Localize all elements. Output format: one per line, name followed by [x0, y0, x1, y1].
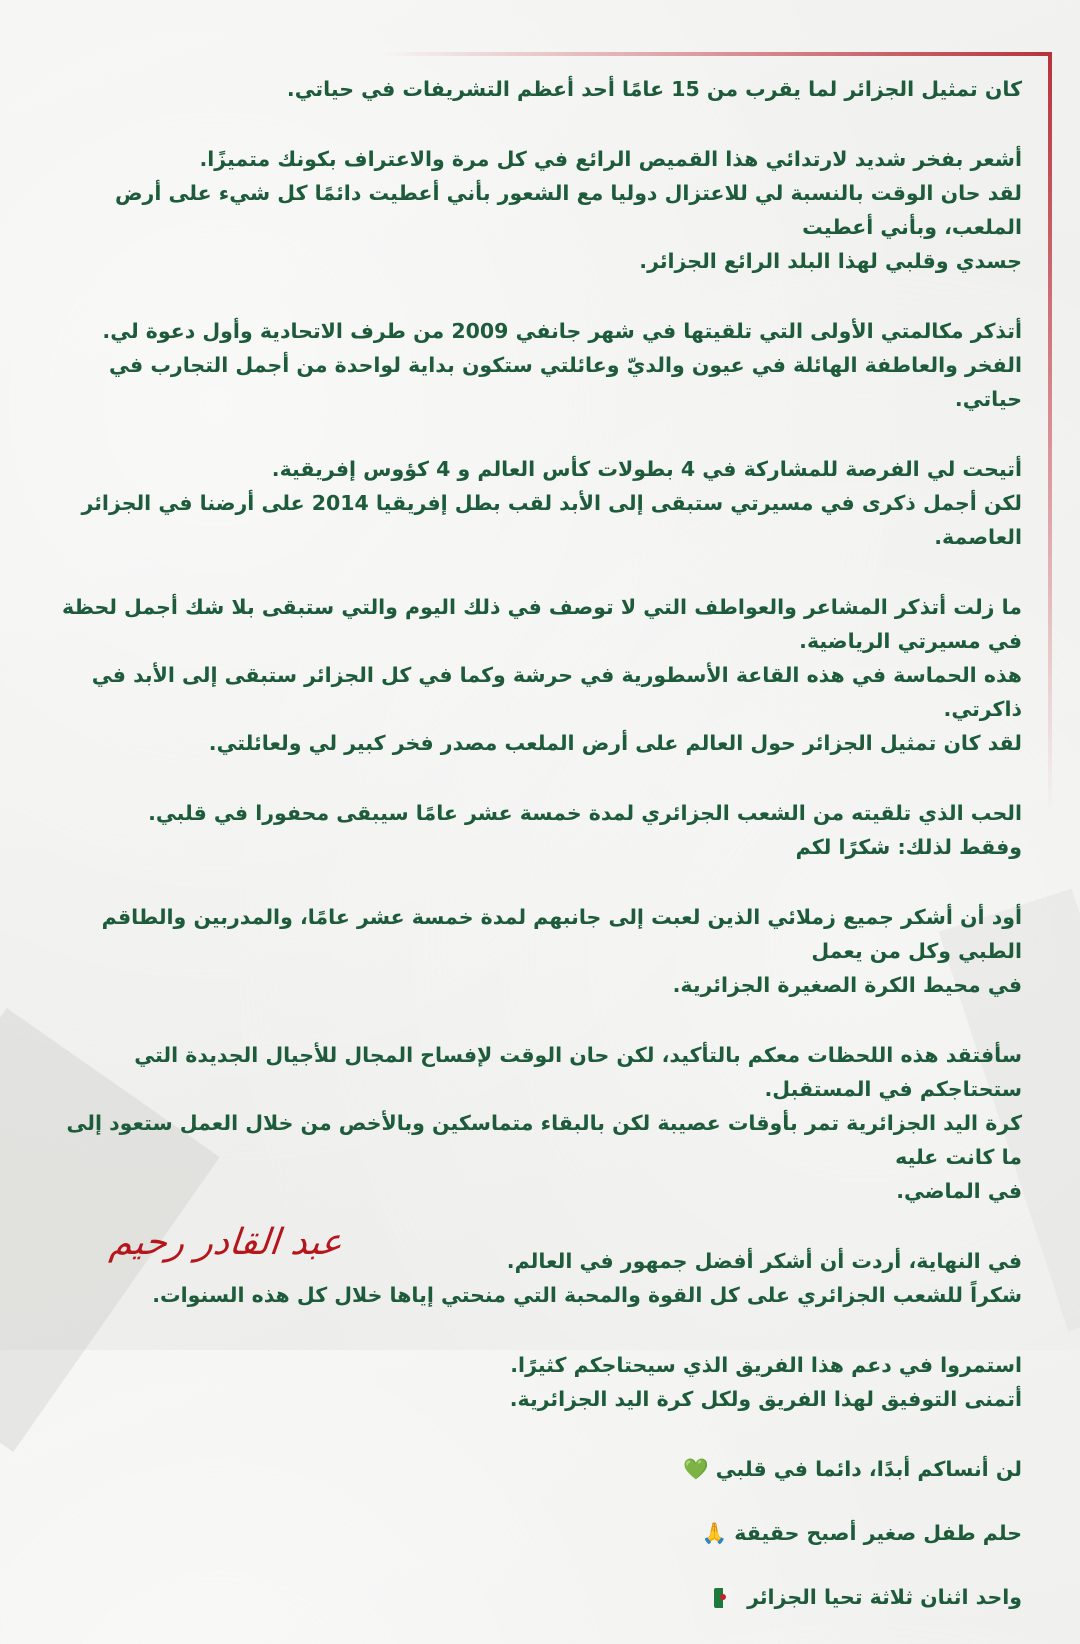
closing-text: لن أنساكم أبدًا، دائما في قلبي [715, 1457, 1022, 1481]
paragraph [62, 142, 1022, 278]
text-line: شكراً للشعب الجزائري على كل القوة والمحبة التي منحتي إياها خلال كل هذه السنوات. [152, 1283, 1022, 1307]
text-line: لكن أجمل ذكرى في مسيرتي ستبقى إلى الأبد لقب بطل إفريقيا 2014 على أرضنا في الجزائر العاصمة. [81, 491, 1022, 549]
text-line: سأفتقد هذه اللحظات معكم بالتأكيد، لكن حان الوقت لإفساح المجال للأجيال الجديدة التي ستحتاجكم في المستقبل. [134, 1043, 1022, 1101]
paragraph [62, 590, 1022, 760]
text-line: كرة اليد الجزائرية تمر بأوقات عصيبة لكن بالبقاء متماسكين وبالأخص من خلال العمل ستعود إلى ما كانت عليه [66, 1111, 1022, 1169]
closing-line [62, 1452, 1022, 1486]
text-line: أتيحت لي الفرصة للمشاركة في 4 بطولات كأس العالم و 4 كؤوس إفريقية. [271, 457, 1022, 481]
text-line: استمروا في دعم هذا الفريق الذي سيحتاجكم كثيرًا. [510, 1353, 1022, 1377]
closing-line [62, 1516, 1022, 1550]
closing-text: حلم طفل صغير أصبح حقيقة [734, 1521, 1022, 1545]
text-line: في الماضي. [896, 1179, 1022, 1203]
text-line: الحب الذي تلقيته من الشعب الجزائري لمدة خمسة عشر عامًا سيبقى محفورا في قلبي. [148, 801, 1022, 825]
text-line: أتمنى التوفيق لهذا الفريق ولكل كرة اليد الجزائرية. [509, 1387, 1022, 1411]
signature: عبد القادر رحيم [107, 1222, 345, 1263]
text-line: جسدي وقلبي لهذا البلد الرائع الجزائر. [639, 249, 1022, 273]
text-line: أتذكر مكالمتي الأولى التي تلقيتها في شهر جانفي 2009 من طرف الاتحادية وأول دعوة لي. [102, 319, 1022, 343]
closing-text: واحد اثنان ثلاثة تحيا الجزائر [747, 1585, 1022, 1609]
paragraph [62, 1038, 1022, 1208]
paragraph [62, 796, 1022, 864]
paragraph [62, 314, 1022, 416]
paragraph [62, 1348, 1022, 1416]
algeria-flag-icon [714, 1588, 732, 1608]
paragraph [62, 72, 1022, 106]
frame-border-right [1048, 52, 1052, 812]
text-line: الفخر والعاطفة الهائلة في عيون والديّ وعائلتي ستكون بداية لواحدة من أجمل التجارب في حياتي. [109, 353, 1022, 411]
paragraph [62, 452, 1022, 554]
text-line: ما زلت أتذكر المشاعر والعواطف التي لا توصف في ذلك اليوم والتي ستبقى بلا شك أجمل لحظة في مسيرتي الرياضية. [62, 595, 1022, 653]
paragraph [62, 900, 1022, 1002]
green-heart-icon: 💚 [683, 1457, 709, 1481]
text-line: في محيط الكرة الصغيرة الجزائرية. [672, 973, 1022, 997]
text-line: لقد حان الوقت بالنسبة لي للاعتزال دوليا مع الشعور بأني أعطيت دائمًا كل شيء على أرض الملعب، وبأني أعطيت [114, 181, 1022, 239]
folded-hands-icon: 🙏 [701, 1521, 728, 1545]
letter-body [62, 72, 1022, 1644]
text-line: في النهاية، أردت أن أشكر أفضل جمهور في العالم. [506, 1249, 1022, 1273]
text-line: كان تمثيل الجزائر لما يقرب من 15 عامًا أحد أعظم التشريفات في حياتي. [286, 77, 1022, 101]
closing-line [62, 1580, 1022, 1614]
text-line: لقد كان تمثيل الجزائر حول العالم على أرض الملعب مصدر فخر كبير لي ولعائلتي. [208, 731, 1022, 755]
text-line: هذه الحماسة في هذه القاعة الأسطورية في حرشة وكما في كل الجزائر ستبقى إلى الأبد في ذاكرتي. [91, 663, 1022, 721]
frame-border-top [380, 52, 1052, 56]
text-line: وفقط لذلك: شكرًا لكم [795, 835, 1022, 859]
text-line: أود أن أشكر جميع زملائي الذين لعبت إلى جانبهم لمدة خمسة عشر عامًا، والمدربين والطاقم الطبي وكل من يعمل [101, 905, 1022, 963]
text-line: أشعر بفخر شديد لارتدائي هذا القميص الرائع في كل مرة والاعتراف بكونك متميزًا. [199, 147, 1022, 171]
